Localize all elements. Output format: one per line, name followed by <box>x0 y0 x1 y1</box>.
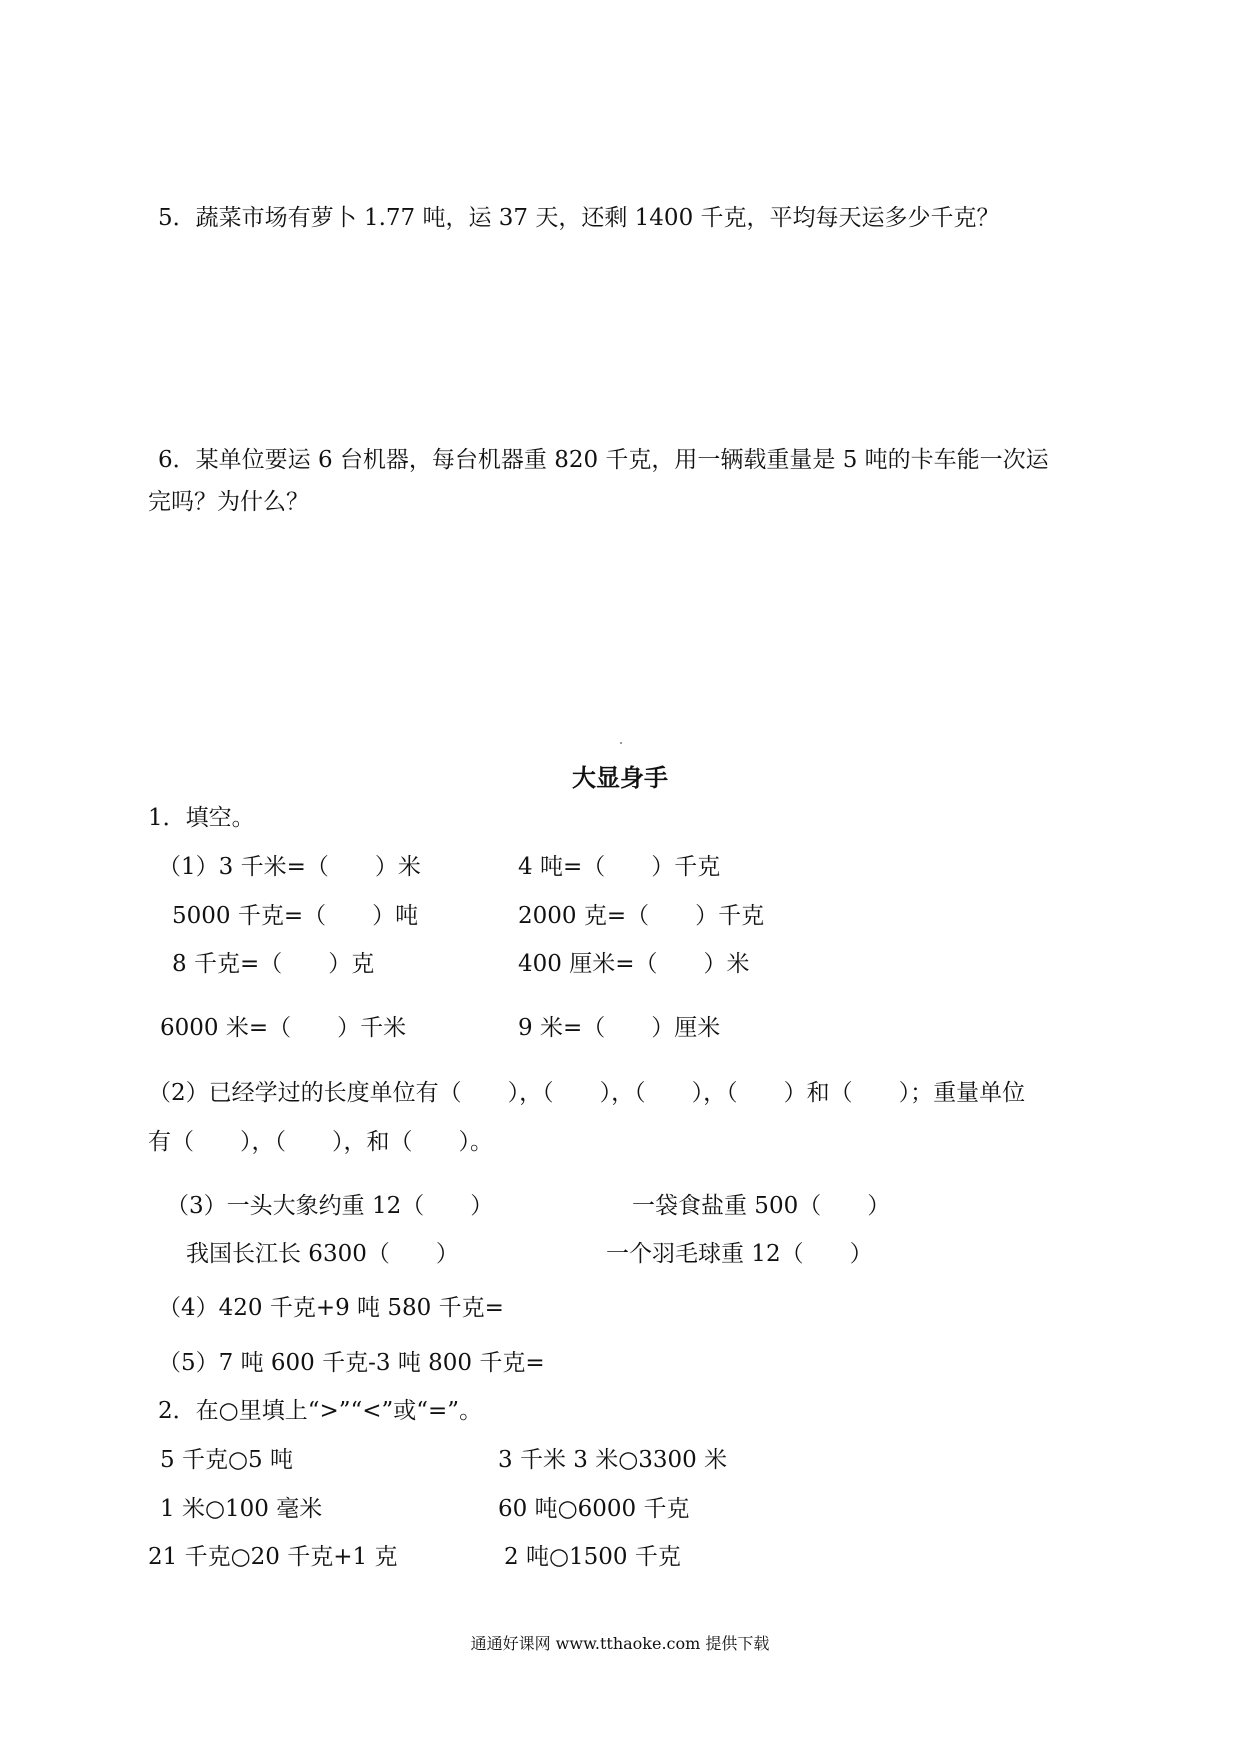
q2-heading: 2．在○里填上“>”“<”或“=”。 <box>158 1398 483 1424</box>
q2-row3-right: 2 吨○1500 千克 <box>504 1544 681 1570</box>
q1-1-row2-left: 5000 千克=（ ）吨 <box>172 903 419 929</box>
q1-1-row4-left: 6000 米=（ ）千米 <box>160 1015 407 1041</box>
q1-1-row3-right: 400 厘米=（ ）米 <box>518 951 750 977</box>
q2-row2-right: 60 吨○6000 千克 <box>498 1496 690 1522</box>
scan-speck <box>620 742 622 744</box>
q1-1-row4-right: 9 米=（ ）厘米 <box>518 1015 721 1041</box>
q1-5: （5）7 吨 600 千克-3 吨 800 千克= <box>158 1350 545 1376</box>
q2-row1-left: 5 千克○5 吨 <box>160 1447 293 1473</box>
problem-6-line-1: 6．某单位要运 6 台机器，每台机器重 820 千克，用一辆载重量是 5 吨的卡车能一次运 <box>158 447 1049 473</box>
q1-1-row3-left: 8 千克=（ ）克 <box>172 951 375 977</box>
q2-row3-left: 21 千克○20 千克+1 克 <box>148 1544 398 1570</box>
q1-1-row2-right: 2000 克=（ ）千克 <box>518 903 765 929</box>
problem-5: 5．蔬菜市场有萝卜 1.77 吨，运 37 天，还剩 1400 千克，平均每天运多少千克？ <box>158 205 1000 231</box>
q1-4: （4）420 千克+9 吨 580 千克= <box>158 1295 504 1321</box>
problem-6-line-2: 完吗？为什么？ <box>148 489 309 515</box>
q1-3-row1-left: （3）一头大象约重 12（ ） <box>166 1193 494 1219</box>
q2-row2-left: 1 米○100 毫米 <box>160 1496 323 1522</box>
q1-1-row1-left: （1）3 千米=（ ）米 <box>158 854 421 880</box>
q1-2-line-1: （2）已经学过的长度单位有（ ），（ ），（ ），（ ）和（ ）；重量单位 <box>148 1080 1026 1106</box>
q1-3-row1-right: 一袋食盐重 500（ ） <box>632 1193 891 1219</box>
q1-3-row2-left: 我国长江长 6300（ ） <box>186 1241 459 1267</box>
q1-heading: 1．填空。 <box>148 805 255 831</box>
q1-3-row2-right: 一个羽毛球重 12（ ） <box>606 1241 873 1267</box>
page-footer: 通通好课网 www.tthaoke.com 提供下载 <box>470 1634 770 1653</box>
q1-2-line-2: 有（ ），（ ），和（ ）。 <box>148 1129 493 1155</box>
q2-row1-right: 3 千米 3 米○3300 米 <box>498 1447 728 1473</box>
q1-1-row1-right: 4 吨=（ ）千克 <box>518 854 721 880</box>
section-title: 大显身手 <box>572 763 668 792</box>
